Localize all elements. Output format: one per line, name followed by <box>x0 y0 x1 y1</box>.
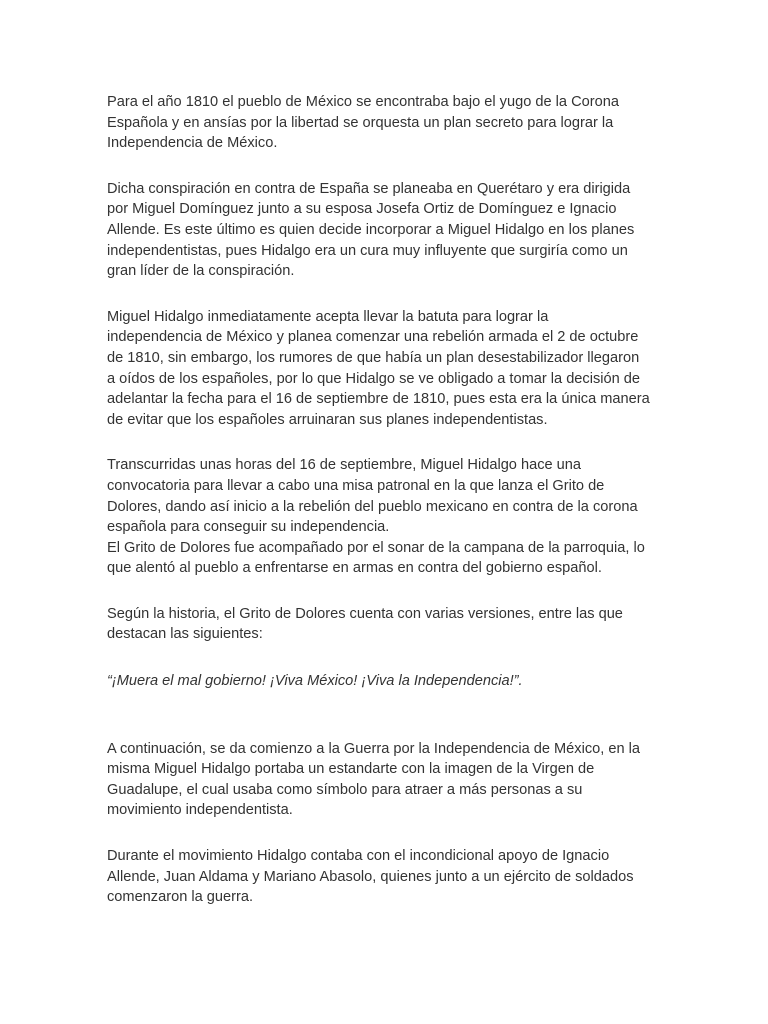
paragraph-support <box>107 846 668 908</box>
paragraph-line: Según la historia, el Grito de Dolores cuenta con varias versiones, entre las que <box>107 605 623 622</box>
paragraph-line: Miguel Hidalgo inmediatamente acepta llevar la batuta para lograr la <box>107 308 549 325</box>
paragraph-line: movimiento independentista. <box>107 802 293 819</box>
paragraph-versions <box>107 604 668 645</box>
paragraph-line: Independencia de México. <box>107 135 278 152</box>
quote-line: “¡Muera el mal gobierno! ¡Viva México! ¡Viva la Independencia!”. <box>107 673 523 690</box>
paragraph-line: destacan las siguientes: <box>107 626 263 643</box>
paragraph-line: española para conseguir su independencia. <box>107 519 390 536</box>
paragraph-line: comenzaron la guerra. <box>107 889 254 906</box>
paragraph-line: de 1810, sin embargo, los rumores de que había un plan desestabilizador llegaron <box>107 349 640 366</box>
paragraph-line: independencia de México y planea comenzar una rebelión armada el 2 de octubre <box>107 329 639 346</box>
paragraph-line: misma Miguel Hidalgo portaba un estandarte con la imagen de la Virgen de <box>107 761 595 778</box>
paragraph-line: Dolores, dando así inicio a la rebelión del pueblo mexicano en contra de la corona <box>107 498 638 515</box>
paragraph-line: gran líder de la conspiración. <box>107 263 295 280</box>
paragraph-line: Durante el movimiento Hidalgo contaba con el incondicional apoyo de Ignacio <box>107 848 610 865</box>
paragraph-line: Transcurridas unas horas del 16 de septiembre, Miguel Hidalgo hace una <box>107 457 582 474</box>
paragraph-line: convocatoria para llevar a cabo una misa patronal en la que lanza el Grito de <box>107 477 605 494</box>
paragraph-line: Dicha conspiración en contra de España se planeaba en Querétaro y era dirigida <box>107 180 631 197</box>
paragraph-intro <box>107 92 668 154</box>
paragraph-grito <box>107 455 668 579</box>
paragraph-war-start <box>107 739 668 821</box>
paragraph-line: que alentó al pueblo a enfrentarse en armas en contra del gobierno español. <box>107 560 602 577</box>
paragraph-line: independentistas, pues Hidalgo era un cura muy influyente que surgiría como un <box>107 242 628 259</box>
paragraph-line: a oídos de los españoles, por lo que Hidalgo se ve obligado a tomar la decisión de <box>107 370 641 387</box>
paragraph-line: de evitar que los españoles arruinaran sus planes independentistas. <box>107 411 548 428</box>
paragraph-line: Para el año 1810 el pueblo de México se encontraba bajo el yugo de la Corona <box>107 94 619 110</box>
paragraph-hidalgo-plan <box>107 307 668 431</box>
paragraph-line: por Miguel Domínguez junto a su esposa Josefa Ortiz de Domínguez e Ignacio <box>107 201 617 218</box>
paragraph-line: Guadalupe, el cual usaba como símbolo para atraer a más personas a su <box>107 781 583 798</box>
paragraph-conspiracy <box>107 179 668 282</box>
paragraph-line: adelantar la fecha para el 16 de septiembre de 1810, pues esta era la única manera <box>107 391 650 408</box>
paragraph-line: A continuación, se da comienzo a la Guerra por la Independencia de México, en la <box>107 740 641 757</box>
paragraph-quote <box>107 671 668 692</box>
paragraph-line: Española y en ansías por la libertad se orquesta un plan secreto para lograr la <box>107 114 614 131</box>
paragraph-line: Allende. Es este último es quien decide incorporar a Miguel Hidalgo en los planes <box>107 221 635 238</box>
paragraph-line: El Grito de Dolores fue acompañado por el sonar de la campana de la parroquia, lo <box>107 539 645 556</box>
paragraph-line: Allende, Juan Aldama y Mariano Abasolo, quienes junto a un ejército de soldados <box>107 868 634 885</box>
